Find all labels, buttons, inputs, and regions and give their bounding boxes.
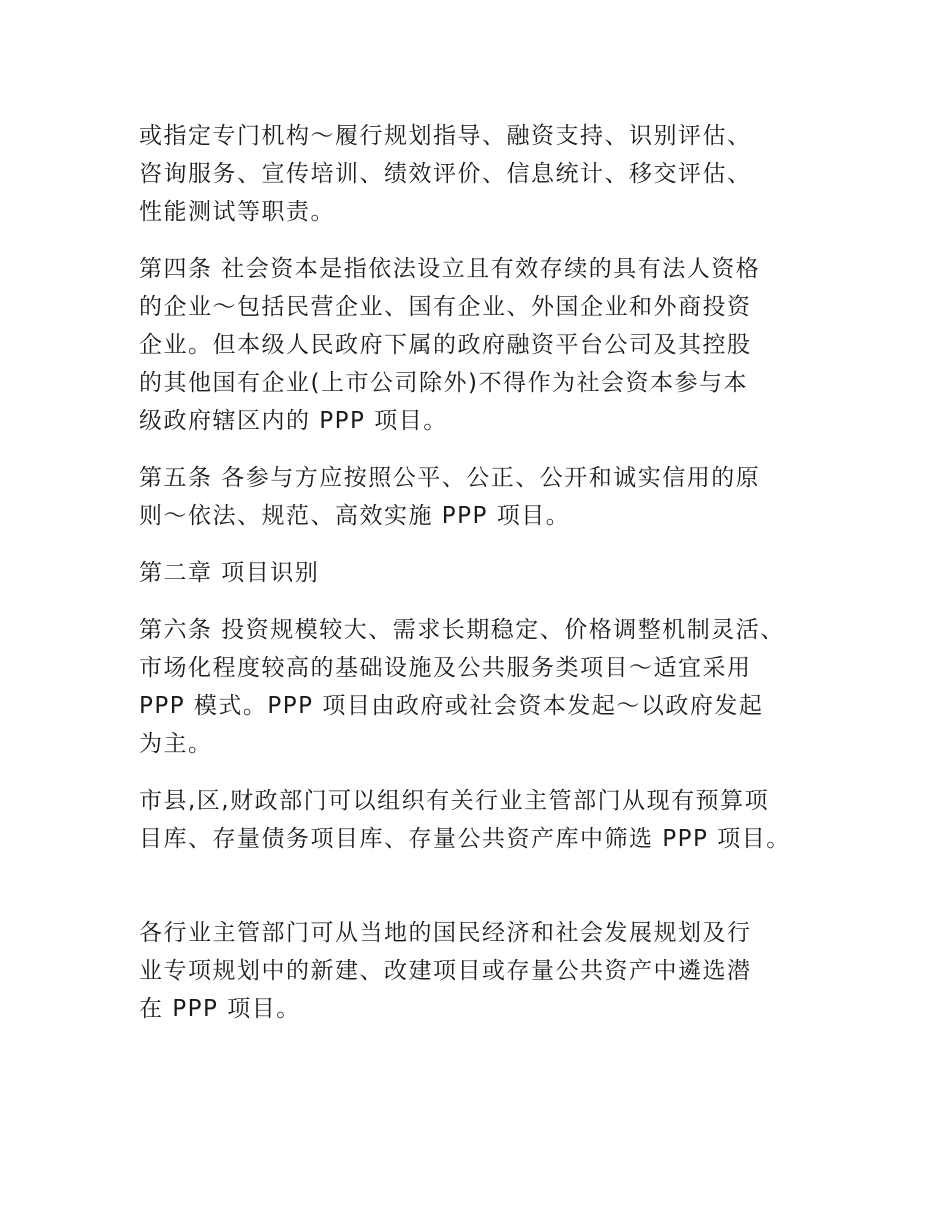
document-body <box>139 117 819 1047</box>
paragraph-article-4 <box>139 250 819 440</box>
text-line: 在 PPP 项目。 <box>139 996 301 1022</box>
text-line: 企业。但本级人民政府下属的政府融资平台公司及其控股 <box>139 332 752 358</box>
paragraph-agency-duties <box>139 117 819 231</box>
text-line: 第五条 各参与方应按照公平、公正、公开和诚实信用的原 <box>139 465 761 491</box>
text-line: 第四条 社会资本是指依法设立且有效存续的具有法人资格 <box>139 256 761 282</box>
text-line: 为主。 <box>139 731 213 757</box>
text-line: 目库、存量债务项目库、存量公共资产库中筛选 PPP 项目。 <box>139 826 791 852</box>
text-line: 市场化程度较高的基础设施及公共服务类项目～适宜采用 <box>139 655 752 681</box>
text-line: 第六条 投资规模较大、需求长期稳定、价格调整机制灵活、 <box>139 617 785 643</box>
text-line: 市县,区,财政部门可以组织有关行业主管部门从现有预算项 <box>139 788 770 814</box>
text-line: 的企业～包括民营企业、国有企业、外国企业和外商投资 <box>139 294 752 320</box>
text-line: 各行业主管部门可从当地的国民经济和社会发展规划及行 <box>139 920 752 946</box>
text-line: 第二章 项目识别 <box>139 560 320 586</box>
text-line: 咨询服务、宣传培训、绩效评价、信息统计、移交评估、 <box>139 161 752 187</box>
text-line: 性能测试等职责。 <box>139 199 335 225</box>
paragraph-industry-departments <box>139 914 819 1028</box>
text-line: 业专项规划中的新建、改建项目或存量公共资产中遴选潜 <box>139 958 752 984</box>
text-line: 则～依法、规范、高效实施 PPP 项目。 <box>139 503 571 529</box>
chapter-heading <box>139 554 819 592</box>
text-line: 或指定专门机构～履行规划指导、融资支持、识别评估、 <box>139 123 752 149</box>
text-line: PPP 模式。PPP 项目由政府或社会资本发起～以政府发起 <box>139 693 764 719</box>
text-line: 的其他国有企业(上市公司除外)不得作为社会资本参与本 <box>139 370 748 396</box>
text-line: 级政府辖区内的 PPP 项目。 <box>139 408 448 434</box>
paragraph-article-6 <box>139 611 819 763</box>
paragraph-article-5 <box>139 459 819 535</box>
paragraph-finance-departments <box>139 782 819 858</box>
